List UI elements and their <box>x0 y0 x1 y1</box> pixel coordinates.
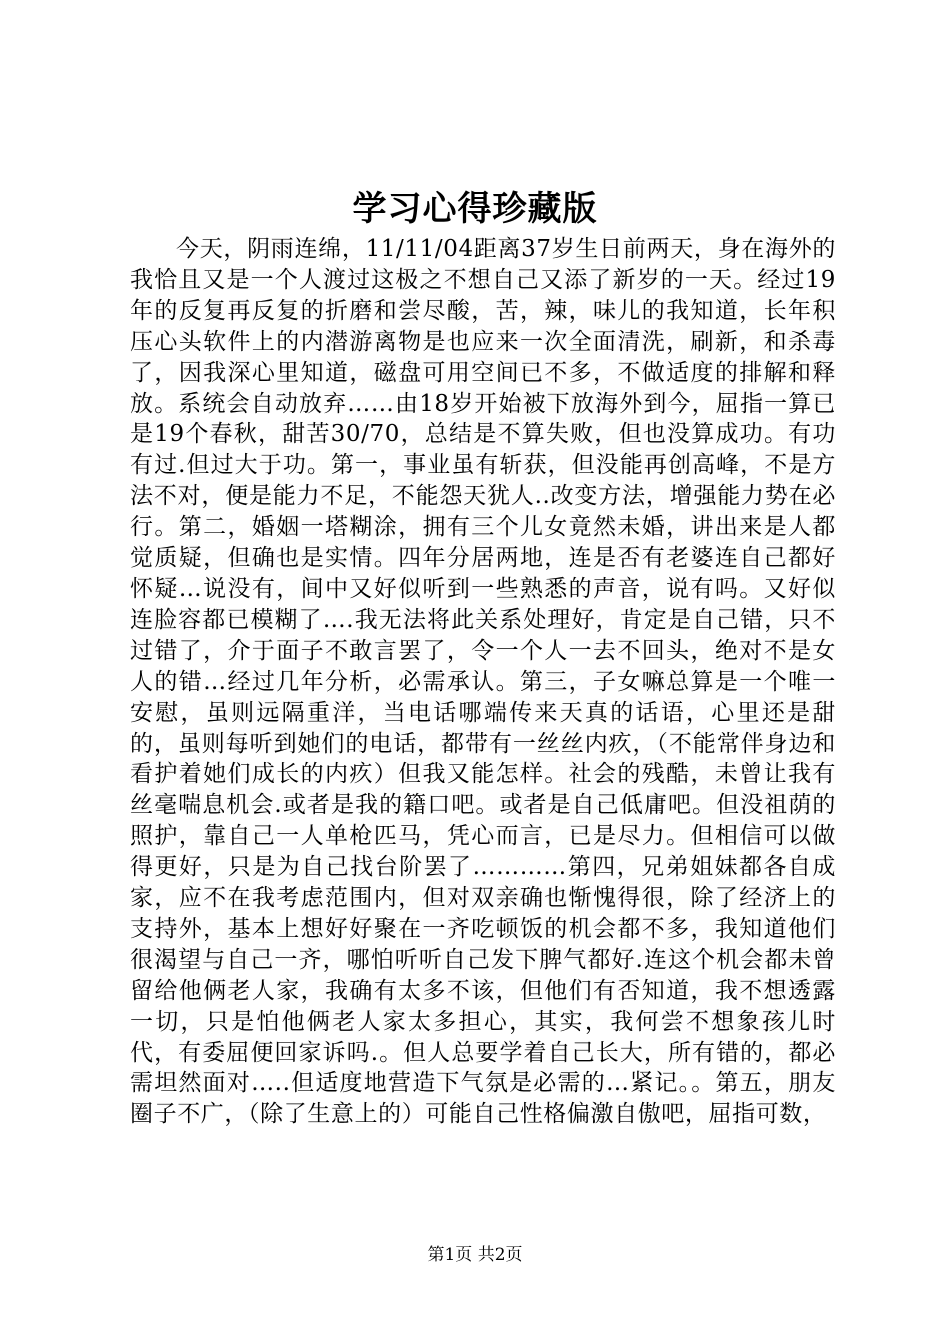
page-number-footer: 第1页 共2页 <box>427 1245 523 1265</box>
document-title: 学习心得珍藏版 <box>352 189 598 229</box>
document-body: 今天，阴雨连绵，11/11/04距离37岁生日前两天，身在海外的我恰且又是一个人渡过这极之不想自己又添了新岁的一天。经过19年的反复再反复的折磨和尝尽酸，苦，辣，味儿的我知道，长年积压心头软件上的内潜游离物是也应来一次全面清洗，刷新，和杀毒了，因我深心里知道，磁盘可用空间已不多，不做适度的排解和释放。系统会自动放弃……由18岁开始被下放海外到今，屈指一算已是19个春秋，甜苦30/70，总结是不算失败，但也没算成功。有功有过.但过大于功。第一，事业虽有斩获，但没能再创高峰，不是方法不对，便是能力不足，不能怨天犹人..改变方法，增强能力势在必行。第二，婚姻一塔糊涂，拥有三个儿女竟然未婚，讲出来是人都觉质疑，但确也是实情。四年分居两地，连是否有老婆连自己都好怀疑…说没有，间中又好似听到一些熟悉的声音，说有吗。又好似连脸容都已模糊了….我无法将此关系处理好，肯定是自己错，只不过错了，介于面子不敢言罢了，令一个人一去不回头，绝对不是女人的错…经过几年分析，必需承认。第三，子女嘛总算是一个唯一安慰，虽则远隔重洋，当电话哪端传来天真的话语，心里还是甜的，虽则每听到她们的电话，都带有一丝丝内疚，（不能常伴身边和看护着她们成长的内疚）但我又能怎样。社会的残酷，未曾让我有丝毫喘息机会.或者是我的籍口吧。或者是自己低庸吧。但没祖荫的照护，靠自己一人单枪匹马，凭心而言，已是尽力。但相信可以做得更好，只是为自己找台阶罢了…………第四，兄弟姐妹都各自成家，应不在我考虑范围内，但对双亲确也惭愧得很，除了经济上的支持外，基本上想好好聚在一齐吃顿饭的机会都不多，我知道他们很渴望与自己一齐，哪怕听听自己发下脾气都好.连这个机会都未曾留给他俩老人家，我确有太多不该，但他们有否知道，我不想透露一切，只是怕他俩老人家太多担心，其实，我何尝不想象孩儿时代，有委屈便回家诉吗.。但人总要学着自己长大，所有错的，都必需坦然面对…..但适度地营造下气氛是必需的…紧记。。第五，朋友圈子不广，（除了生意上的）可能自己性格偏激自傲吧，屈指可数， <box>130 236 836 1128</box>
